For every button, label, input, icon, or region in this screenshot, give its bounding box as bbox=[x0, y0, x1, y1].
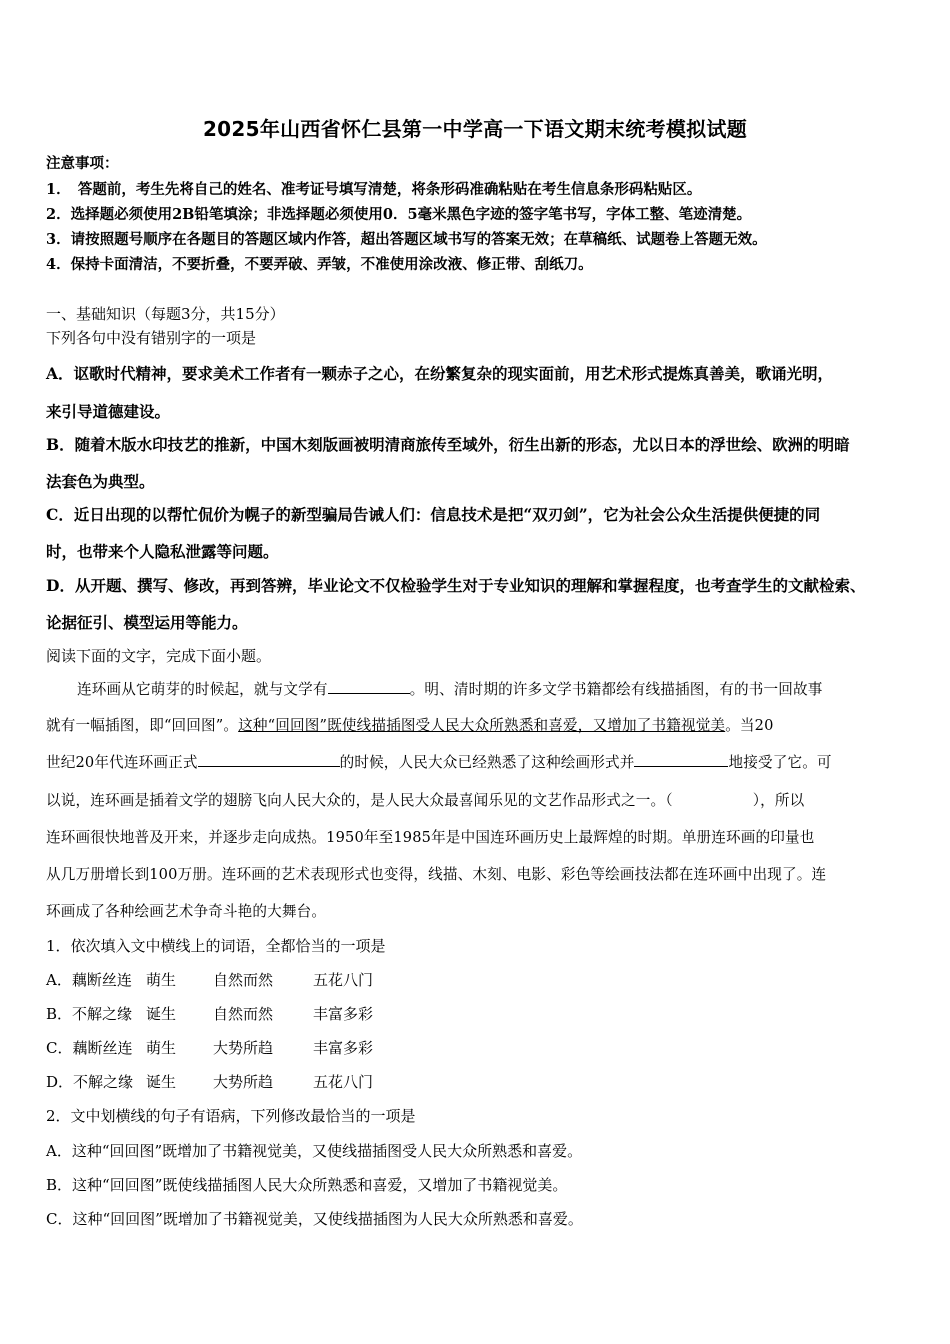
q2-option-c: C．这种“回回图”既增加了书籍视觉美，又使线描插图为人民大众所熟悉和喜爱。 bbox=[46, 1210, 583, 1228]
notice-heading: 注意事项： bbox=[46, 155, 119, 172]
reading-intro: 阅读下面的文字，完成下面小题。 bbox=[46, 647, 272, 665]
q1-option-b: B．不解之缘 诞生 自然而然 丰富多彩 bbox=[46, 1005, 374, 1023]
q2-stem: 2．文中划横线的句子有语病，下列修改最恰当的一项是 bbox=[46, 1107, 416, 1125]
option-d-line2: 论据征引、模型运用等能力。 bbox=[46, 613, 248, 632]
section-heading: 一、基础知识（每题3分，共15分） bbox=[46, 305, 285, 323]
q2-option-a: A．这种“回回图”既增加了书籍视觉美，又使线描插图受人民大众所熟悉和喜爱。 bbox=[46, 1142, 583, 1160]
option-c-line1: C．近日出现的以帮忙侃价为幌子的新型骗局告诫人们：信息技术是把“双刃剑”，它为社会公众生活提供便捷的同 bbox=[46, 505, 821, 524]
blank-1 bbox=[328, 679, 410, 694]
q1-option-a: A．藕断丝连 萌生 自然而然 五花八门 bbox=[46, 971, 374, 989]
passage-line: 连环画很快地普及开来，并逐步走向成热。1950年至1985年是中国连环画历史上最辉煌的时期。单册连环画的印量也 bbox=[46, 829, 815, 846]
option-c-line2: 时，也带来个人隐私泄露等问题。 bbox=[46, 542, 279, 561]
option-d-line1: D．从开题、撰写、修改，再到答辨，毕业论文不仅检验学生对于专业知识的理解和掌握程度，也考查学生的文献检索、 bbox=[46, 576, 866, 595]
passage-line: 以说，连环画是插着文学的翅膀飞向人民大众的，是人民大众最喜闻乐见的文艺作品形式之一。（ ），所以 bbox=[46, 792, 805, 809]
option-a-line2: 来引导道德建设。 bbox=[46, 402, 171, 421]
option-b-line1: B．随着木版水印技艺的推新，中国木刻版画被明清商旅传至域外，衍生出新的形态，尤以日本的浮世绘、欧洲的明暗 bbox=[46, 435, 850, 454]
question-stem: 下列各句中没有错别字的一项是 bbox=[46, 329, 257, 347]
passage-line: 环画成了各种绘画艺术争奇斗艳的大舞台。 bbox=[46, 903, 327, 920]
passage-line: 从几万册增长到100万册。连环画的艺术表现形式也变得，线描、木刻、电影、彩色等绘画技法都在连环画中出现了。连 bbox=[46, 866, 827, 883]
q1-option-c: C．藕断丝连 萌生 大势所趋 丰富多彩 bbox=[46, 1039, 374, 1057]
underlined-sentence: 这种“回回图”既使线描插图受人民大众所熟悉和喜爱，又增加了书籍视觉美 bbox=[238, 717, 726, 734]
passage-line: 世纪20年代连环画正式 的时候，人民大众已经熟悉了这种绘画形式并 地接受了它。可 bbox=[46, 754, 832, 771]
passage-line: 连环画从它萌芽的时候起，就与文学有 。明、清时期的许多文学书籍都绘有线描插图，有的书一回故事 bbox=[77, 681, 823, 698]
option-b-line2: 法套色为典型。 bbox=[46, 472, 155, 491]
blank-2 bbox=[198, 752, 340, 767]
blank-3 bbox=[634, 752, 728, 767]
passage-line: 就有一幅插图，即“回回图”。这种“回回图”既使线描插图受人民大众所熟悉和喜爱，又增加了书籍视觉美。当20 bbox=[46, 717, 774, 734]
option-a-line1: A．讴歌时代精神，要求美术工作者有一颗赤子之心，在纷繁复杂的现实面前，用艺术形式提炼真善美，歌诵光明， bbox=[46, 364, 834, 383]
q1-option-d: D．不解之缘 诞生 大势所趋 五花八门 bbox=[46, 1073, 374, 1091]
notice-item: 1． 答题前，考生先将自己的姓名、准考证号填写清楚，将条形码准确粘贴在考生信息条形码粘贴区。 bbox=[46, 181, 702, 198]
notice-item: 2．选择题必须使用2B铅笔填涂；非选择题必须使用0．5毫米黑色字迹的签字笔书写，字体工整、笔迹清楚。 bbox=[46, 206, 752, 223]
notice-item: 3．请按照题号顺序在各题目的答题区域内作答，超出答题区域书写的答案无效；在草稿纸、试题卷上答题无效。 bbox=[46, 231, 767, 248]
q1-stem: 1．依次填入文中横线上的词语，全都恰当的一项是 bbox=[46, 937, 386, 955]
q2-option-b: B．这种“回回图”既使线描插图人民大众所熟悉和喜爱，又增加了书籍视觉美。 bbox=[46, 1176, 568, 1194]
notice-item: 4．保持卡面清洁，不要折叠，不要弄破、弄皱，不准使用涂改液、修正带、刮纸刀。 bbox=[46, 256, 593, 273]
page-title: 2025年山西省怀仁县第一中学高一下语文期末统考模拟试题 bbox=[202, 117, 748, 141]
